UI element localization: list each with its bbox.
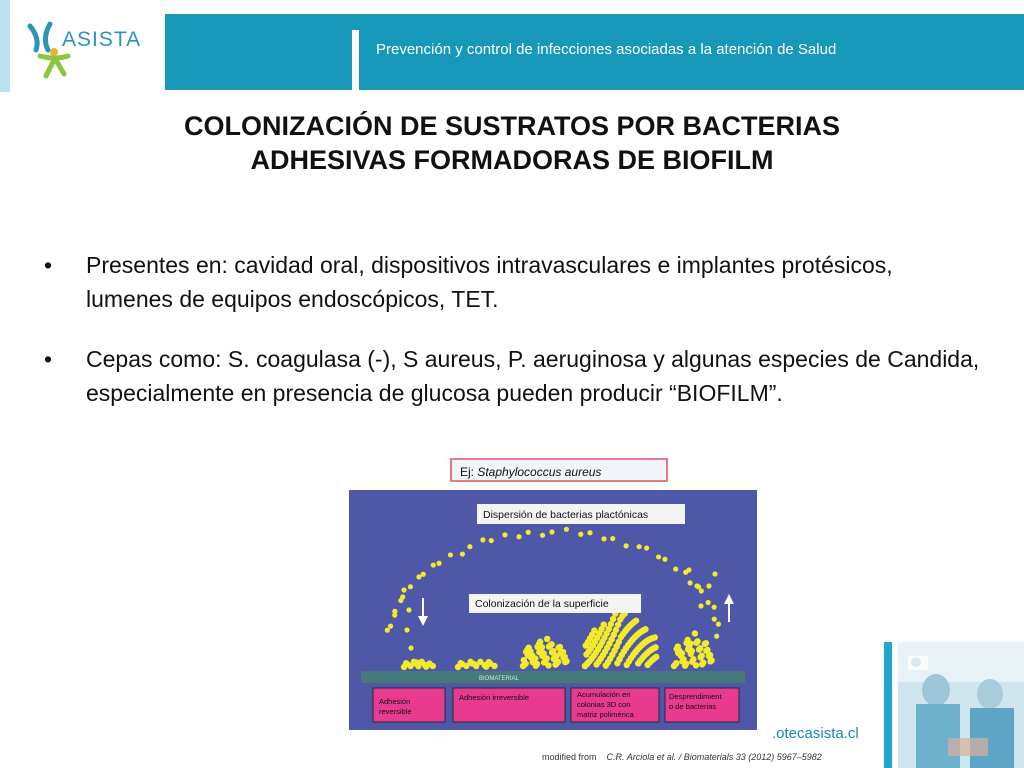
bullet-item	[42, 342, 982, 410]
bacterium-dot	[431, 562, 436, 567]
bacterium-dot	[448, 552, 453, 557]
bacterium-dot	[460, 551, 465, 556]
bacterium-dot	[601, 621, 607, 627]
colonization-label: Colonización de la superficie	[475, 598, 609, 610]
bacterium-dot	[421, 572, 426, 577]
bacterium-dot	[712, 617, 717, 622]
bacterium-dot	[406, 607, 411, 612]
bacterium-dot	[636, 544, 641, 549]
stage-label-line2: o de bacterias	[669, 702, 717, 711]
dispersion-label: Dispersión de bacterias plactónicas	[483, 509, 649, 521]
bacterium-dot	[408, 645, 413, 650]
bacterium-dot	[679, 650, 685, 656]
bacterium-dot	[385, 628, 390, 633]
stage-box	[453, 688, 565, 722]
header-divider	[352, 30, 359, 90]
bacterium-dot	[662, 557, 667, 562]
bacterium-dot	[624, 543, 629, 548]
bacterium-dot	[436, 561, 441, 566]
bacterium-dot	[537, 639, 543, 645]
bacterium-dot	[540, 533, 545, 538]
bacterium-dot	[606, 626, 612, 632]
bacterium-dot	[400, 594, 405, 599]
bacterium-dot	[693, 662, 699, 668]
bacterium-dot	[613, 643, 619, 649]
bacterium-dot	[601, 536, 606, 541]
bullet-text: Cepas como: S. coagulasa (-), S aureus, P. aeruginosa y algunas especies de Candida, especialmente en presencia de glucosa pueden producir “BIOFILM”.	[86, 346, 980, 406]
logo-text: ASISTA	[62, 28, 142, 51]
bacterium-dot	[403, 660, 409, 666]
bacterium-dot	[404, 627, 409, 632]
bacterium-dot	[707, 652, 713, 658]
bacterium-dot	[392, 609, 397, 614]
example-species: Staphylococcus aureus	[477, 465, 602, 479]
bacterium-dot	[608, 636, 614, 642]
stage-label-line2: colonias 3D con	[577, 700, 631, 709]
bacterium-dot	[698, 603, 703, 608]
bacterium-dot	[697, 645, 703, 651]
bacterium-dot	[694, 638, 700, 644]
bacterium-dot	[553, 653, 559, 659]
bacterium-dot	[629, 636, 635, 642]
bacterium-dot	[549, 529, 554, 534]
bacterium-dot	[644, 545, 649, 550]
bacterium-dot	[587, 530, 592, 535]
stage-label-line1: Desprendimient	[669, 692, 722, 701]
bacterium-dot	[544, 636, 550, 642]
bacterium-dot	[689, 648, 695, 654]
bacterium-dot	[534, 661, 540, 667]
bacterium-dot	[578, 532, 583, 537]
bacterium-dot	[714, 634, 719, 639]
bacterium-dot	[703, 640, 709, 646]
bacterium-dot	[388, 624, 393, 629]
bacterium-dot	[675, 643, 681, 649]
bacterium-dot	[564, 527, 569, 532]
bacterium-dot	[516, 534, 521, 539]
bacterium-dot	[673, 566, 678, 571]
bacterium-dot	[526, 644, 532, 650]
bacterium-dot	[712, 571, 717, 576]
bacterium-dot	[590, 642, 596, 648]
example-prefix: Ej:	[460, 465, 478, 479]
biomaterial-label: BIOMATERIAL	[479, 676, 519, 682]
bacterium-dot	[635, 660, 641, 666]
stage-label-line2: reversible	[379, 707, 412, 716]
bacterium-dot	[598, 655, 604, 661]
bacterium-dot	[430, 663, 436, 669]
bacterium-dot	[690, 656, 696, 662]
bacterium-dot	[486, 659, 492, 665]
stage-box	[571, 688, 659, 722]
bacterium-dot	[587, 635, 593, 641]
bullet-dot-icon: •	[44, 346, 53, 372]
bacterium-dot	[416, 574, 421, 579]
bacterium-dot	[706, 600, 711, 605]
bacterium-dot	[656, 554, 661, 559]
bacterium-dot	[699, 588, 704, 593]
credit-prefix: modified from	[542, 752, 597, 762]
bacterium-dot	[544, 655, 550, 661]
bacterium-dot	[489, 538, 494, 543]
bacterium-dot	[632, 649, 638, 655]
bacterium-dot	[687, 580, 692, 585]
website-link[interactable]: .otecasista.cl	[772, 725, 859, 742]
image-credit	[542, 752, 822, 762]
stage-label-line1: Acumulación en	[577, 690, 631, 699]
example-label	[450, 458, 668, 482]
bullet-dot-icon: •	[44, 252, 53, 278]
bacterium-dot	[699, 653, 705, 659]
bacterium-dot	[687, 640, 693, 646]
bacterium-dot	[603, 662, 609, 668]
biofilm-diagram	[349, 490, 757, 730]
header-subtitle: Prevención y control de infecciones asociadas a la atención de Salud	[376, 41, 837, 58]
bacterium-dot	[472, 661, 478, 667]
bacterium-dot	[584, 661, 590, 667]
logo-area	[0, 0, 165, 92]
bacterium-dot	[539, 644, 545, 650]
bacterium-dot	[467, 544, 472, 549]
bacterium-dot	[616, 656, 622, 662]
bacterium-dot	[716, 622, 721, 627]
bacterium-dot	[651, 655, 657, 661]
bullet-list	[42, 248, 982, 436]
bacterium-dot	[633, 617, 639, 623]
bacterium-dot	[457, 660, 463, 666]
bacterium-dot	[480, 537, 485, 542]
slide-title-line1: COLONIZACIÓN DE SUSTRATOS POR BACTERIAS	[183, 111, 841, 141]
slide-title-line2: ADHESIVAS FORMADORAS DE BIOFILM	[250, 145, 774, 175]
footer-accent-bar	[884, 642, 892, 768]
bacterium-dot	[411, 659, 417, 665]
bacterium-dot	[491, 663, 497, 669]
credit-reference: C.R. Arciola et al. / Biomaterials 33 (2012) 5967–5982	[606, 752, 822, 762]
slide-title	[60, 109, 964, 177]
bacterium-dot	[560, 649, 566, 655]
stage-label-line3: matriz polimérica	[577, 710, 634, 719]
bacterium-dot	[692, 630, 698, 636]
stage-label-line1: Adhesión irreversible	[459, 693, 530, 702]
bacterium-dot	[401, 587, 406, 592]
bullet-item	[42, 248, 982, 316]
bacterium-dot	[624, 625, 630, 631]
logo-accent-bar	[0, 0, 10, 92]
bacterium-dot	[706, 583, 711, 588]
bacterium-dot	[408, 584, 413, 589]
bacterium-dot	[683, 660, 689, 666]
bacterium-dot	[610, 536, 615, 541]
bacterium-dot	[700, 659, 706, 665]
medical-staff-photo	[898, 642, 1024, 768]
stage-box	[373, 688, 445, 722]
biomaterial-bar	[361, 671, 745, 683]
bacterium-dot	[686, 567, 691, 572]
bullet-text: Presentes en: cavidad oral, dispositivos intravasculares e implantes protésicos, lumenes de equipos endoscópicos, TET.	[86, 252, 893, 312]
bacterium-dot	[652, 634, 658, 640]
bacterium-dot	[521, 657, 527, 663]
bacterium-dot	[643, 638, 649, 644]
bacterium-dot	[422, 662, 428, 668]
bacterium-dot	[648, 647, 654, 653]
bacterium-dot	[545, 662, 551, 668]
bacterium-dot	[595, 646, 601, 652]
stage-label-line1: Adhesión	[379, 697, 411, 706]
bacterium-dot	[640, 627, 646, 633]
bacterium-dot	[526, 530, 531, 535]
bacterium-dot	[555, 659, 561, 665]
bacterium-dot	[694, 583, 699, 588]
bacterium-dot	[532, 655, 538, 661]
bacterium-dot	[673, 660, 679, 666]
stage-box	[665, 688, 739, 722]
bacterium-dot	[548, 641, 554, 647]
bacterium-dot	[712, 605, 717, 610]
bacterium-dot	[502, 532, 507, 537]
